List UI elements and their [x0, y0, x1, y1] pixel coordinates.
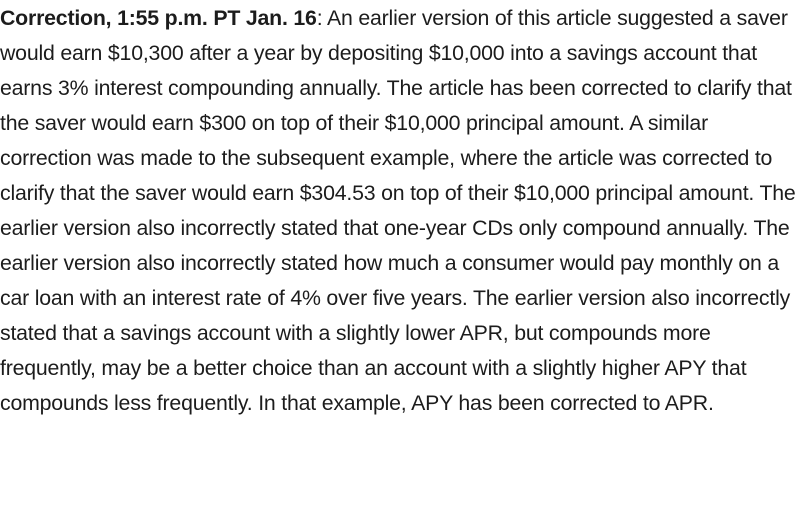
correction-paragraph [0, 1, 805, 421]
correction-body: An earlier version of this article suggested a saver would earn $10,300 after a year by depositing $10,000 into a savings account that earns 3% interest compounding annually. The article has been corrected to clarify that the saver would earn $300 on top of their $10,000 principal amount. A similar correction was made to the subsequent example, where the article was corrected to clarify that the saver would earn $304.53 on top of their $10,000 principal amount. The earlier version also incorrectly stated that one-year CDs only compound annually. The earlier version also incorrectly stated how much a consumer would pay monthly on a car loan with an interest rate of 4% over five years. The earlier version also incorrectly stated that a savings account with a slightly lower APR, but compounds more frequently, may be a better choice than an account with a slightly higher APY that compounds less frequently. In that example, APY has been corrected to APR. [0, 6, 796, 415]
correction-separator: : [316, 6, 327, 30]
correction-label: Correction, 1:55 p.m. PT Jan. 16 [0, 6, 317, 30]
